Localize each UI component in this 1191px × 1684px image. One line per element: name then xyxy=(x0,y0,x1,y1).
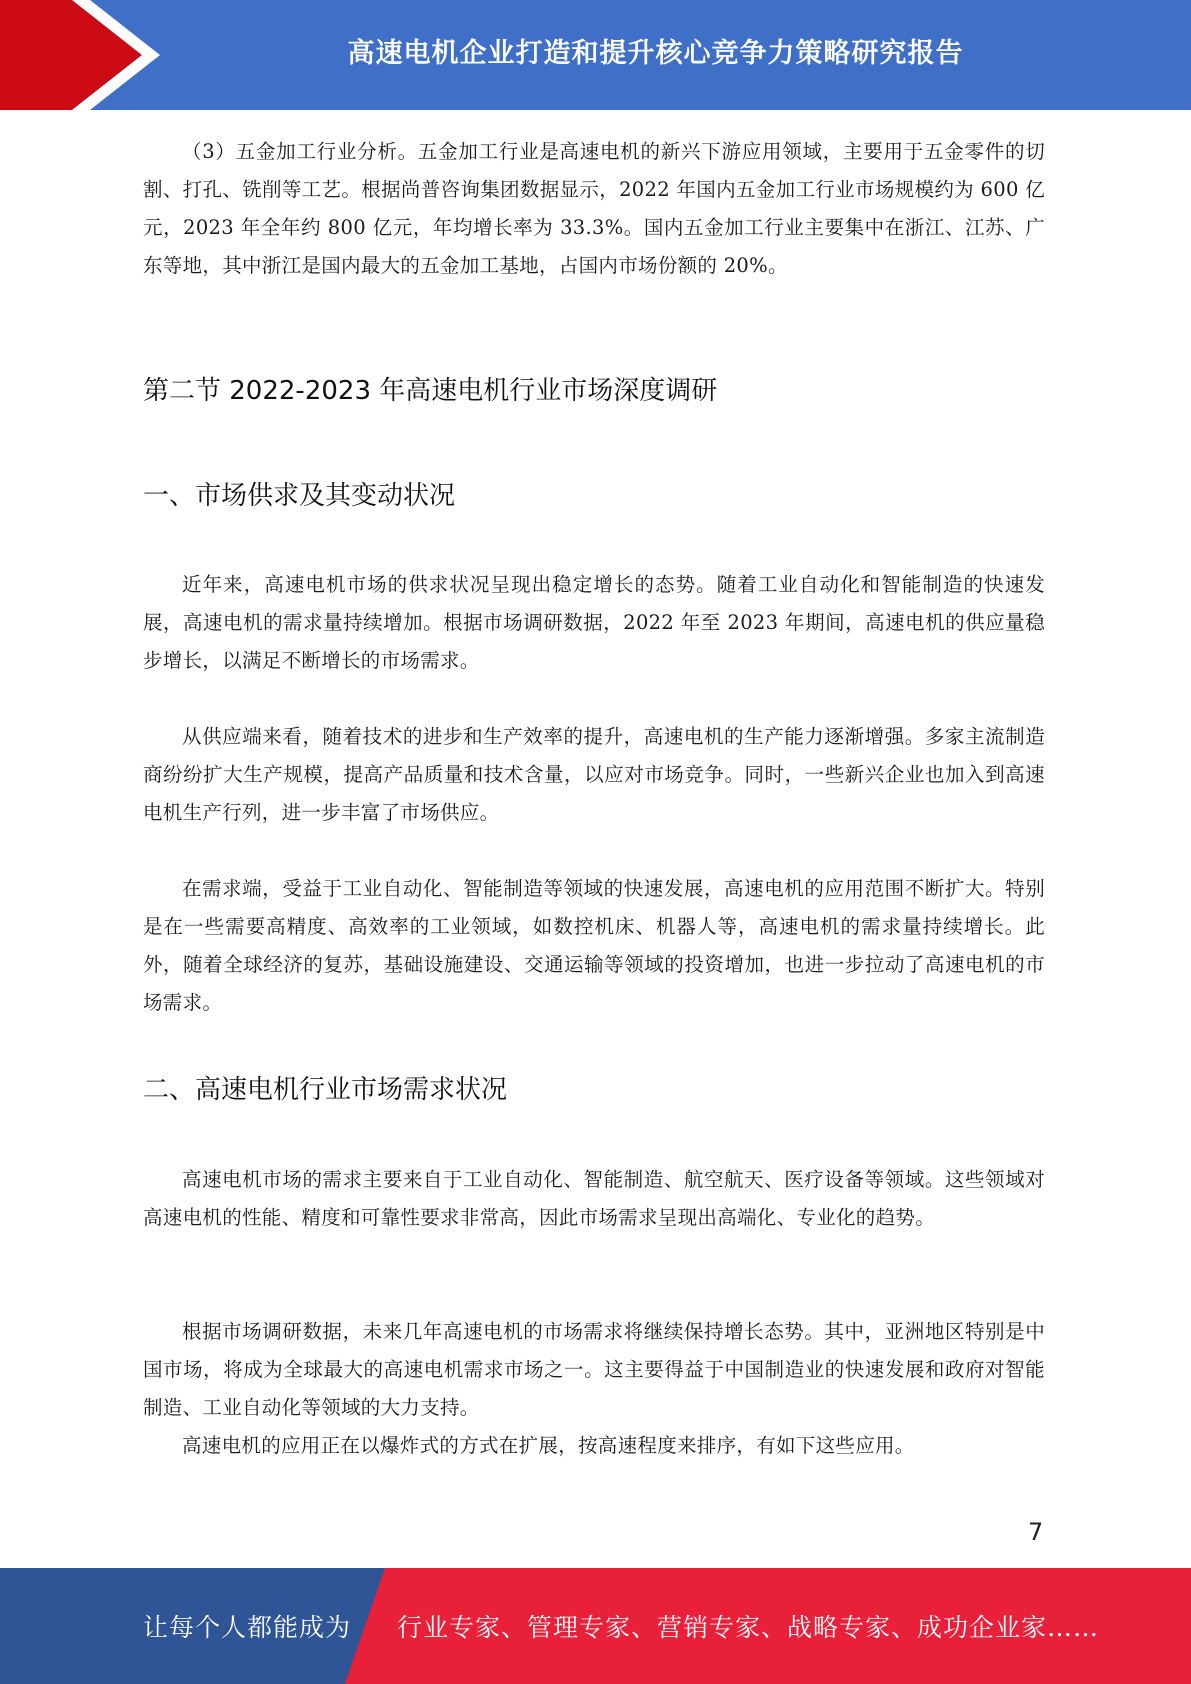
subsection-title-supply-demand: 一、市场供求及其变动状况 xyxy=(143,481,456,511)
intro-paragraph: （3）五金加工行业分析。五金加工行业是高速电机的新兴下游应用领域，主要用于五金零件的切割、打孔、铣削等工艺。根据尚普咨询集团数据显示，2022 年国内五金加工行业市场规模约为 600 亿元，2023 年全年约 800 亿元，年均增长率为 33.3%。国内五金加工行业主要集中在浙江、江苏、广东等地，其中浙江是国内最大的五金加工基地，占国内市场份额的 20%。 xyxy=(143,140,1045,277)
header-band xyxy=(0,0,1191,110)
paragraph-market-demand-3: 高速电机的应用正在以爆炸式的方式在扩展，按高速程度来排序，有如下这些应用。 xyxy=(182,1434,915,1457)
section-title: 第二节 2022-2023 年高速电机行业市场深度调研 xyxy=(143,376,718,406)
footer-slogan-right: 行业专家、管理专家、营销专家、战略专家、成功企业家…… xyxy=(397,1613,1100,1642)
paragraph-supply-demand-1: 近年来，高速电机市场的供求状况呈现出稳定增长的态势。随着工业自动化和智能制造的快速发展，高速电机的需求量持续增加。根据市场调研数据，2022 年至 2023 年期间，高速电机的供应量稳步增长，以满足不断增长的市场需求。 xyxy=(143,573,1045,672)
footer-slogan-left: 让每个人都能成为 xyxy=(143,1613,352,1642)
paragraph-supply-demand-2: 从供应端来看，随着技术的进步和生产效率的提升，高速电机的生产能力逐渐增强。多家主流制造商纷纷扩大生产规模，提高产品质量和技术含量，以应对市场竞争。同时，一些新兴企业也加入到高速电机生产行列，进一步丰富了市场供应。 xyxy=(143,725,1045,824)
paragraph-supply-demand-3: 在需求端，受益于工业自动化、智能制造等领域的快速发展，高速电机的应用范围不断扩大。特别是在一些需要高精度、高效率的工业领域，如数控机床、机器人等，高速电机的需求量持续增长。此外，随着全球经济的复苏，基础设施建设、交通运输等领域的投资增加，也进一步拉动了高速电机的市场需求。 xyxy=(143,877,1045,1014)
paragraph-market-demand-1: 高速电机市场的需求主要来自于工业自动化、智能制造、航空航天、医疗设备等领域。这些领域对高速电机的性能、精度和可靠性要求非常高，因此市场需求呈现出高端化、专业化的趋势。 xyxy=(143,1168,1045,1229)
header-chevron-icon xyxy=(0,0,170,110)
report-title: 高速电机企业打造和提升核心竞争力策略研究报告 xyxy=(347,37,964,69)
subsection-title-market-demand: 二、高速电机行业市场需求状况 xyxy=(143,1075,508,1105)
paragraph-market-demand-2: 根据市场调研数据，未来几年高速电机的市场需求将继续保持增长态势。其中，亚洲地区特别是中国市场，将成为全球最大的高速电机需求市场之一。这主要得益于中国制造业的快速发展和政府对智能制造、工业自动化等领域的大力支持。 xyxy=(143,1320,1045,1419)
footer-band xyxy=(0,1568,1191,1684)
page-number: 7 xyxy=(1028,1518,1044,1546)
